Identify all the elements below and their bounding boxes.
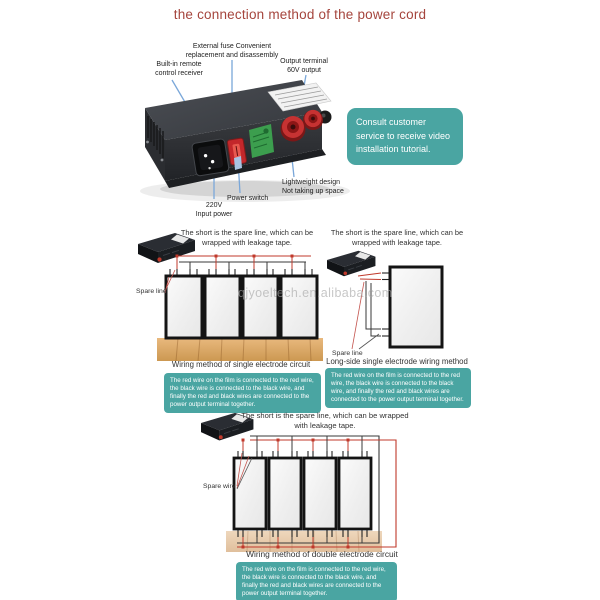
single-diagram-instruction: The red wire on the film is connected to the red wire, the black wire is connected to the black wire, and finally the red and black wires are connected to the power output terminal together. [164, 373, 321, 413]
watermark: qjyoeltech.en.alibaba.com [238, 286, 393, 300]
long-side-diagram-instruction: The red wire on the film is connected to the red wire, the black wire is connected to the black wire, and finally the red and black wires are connected to the power output terminal together. [325, 368, 471, 408]
double-diagram-note: The short is the spare line, which can be wrapped with leakage tape. [241, 411, 409, 431]
power-switch-callout-label: Power switch [227, 195, 269, 202]
page-title: the connection method of the power cord [173, 7, 427, 22]
input-voltage-text: 220V [205, 202, 223, 209]
green-sticker [249, 124, 274, 158]
wood-floor [157, 338, 323, 361]
power-switch-part [234, 156, 242, 170]
input-power-text: Input power [195, 211, 233, 219]
long-side-diagram-caption: Long-side single electrode wiring method [326, 357, 468, 366]
single-spare-line-label: Spare line [136, 288, 167, 295]
input-power-callout-label [190, 201, 238, 220]
long-side-spare-line-label: Spare line [332, 350, 363, 357]
double-diagram-instruction: The red wire on the film is connected to the red wire, the black wire is connected to the black wire, and finally the red and black wires are connected to the power output terminal together. [236, 562, 397, 600]
wires [176, 255, 312, 270]
fuse-callout-label: External fuse Convenient replacement and disassembly [185, 43, 279, 60]
film-panel [390, 267, 442, 347]
double-spare-wire-label: Spare wire [203, 483, 236, 490]
single-diagram-caption: Wiring method of single electrode circuit [171, 360, 311, 369]
single-diagram-note: The short is the spare line, which can be wrapped with leakage tape. [180, 228, 314, 247]
consult-service-note: Consult customer service to receive video installation tutorial. [347, 108, 463, 165]
mini-power-supply [327, 251, 375, 277]
remote-receiver-callout-label: Built-in remote control receiver [155, 61, 203, 78]
ac-inlet [192, 139, 230, 177]
lightweight-callout-label: Lightweight design Not taking up space [282, 179, 344, 196]
output-terminal-callout-label: Output terminal 60V output [280, 58, 328, 75]
double-diagram-caption: Wiring method of double electrode circuit [246, 549, 398, 559]
film-panels [234, 458, 371, 529]
long-side-diagram-note: The short is the spare line, which can be wrapped with leakage tape. [330, 228, 464, 247]
